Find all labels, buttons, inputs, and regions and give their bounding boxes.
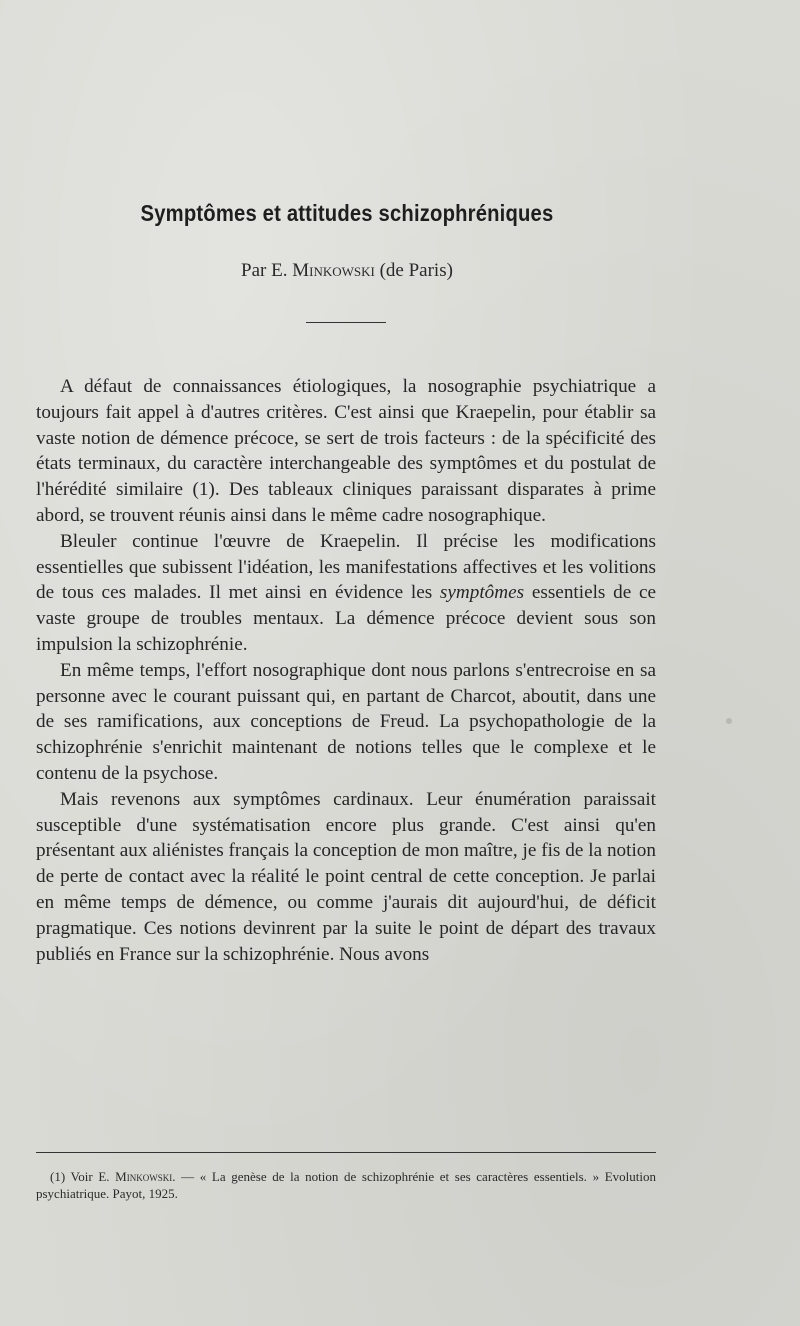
footnote-text: . — « La genèse de la notion de schizophrénie et ses caractères essentiels. » Evolution psychiatrique. Payot, 1925. [36,1169,656,1201]
footnote-prefix: (1) Voir E. [50,1169,116,1184]
paragraph-2-before: Bleuler continue l'œuvre de Kraepelin. Il précise les modifications essentielles que subissent l'idéation, les manifestations affectives et les volitions de tous ces malades. Il met ainsi en évidence les [36,530,656,604]
paragraph-2 [36,529,656,658]
footnote-divider [36,1152,656,1153]
paragraph-3: En même temps, l'effort nosographique dont nous parlons s'entrecroise en sa personne avec le courant puissant qui, en partant de Charcot, aboutit, dans une de ses ramifications, aux conceptions de Freud. La psychopathologie de la schizophrénie s'enrichit maintenant de notions telles que le complexe et le contenu de la psychose. [36,659,656,784]
paragraph-2-after: essentiels de ce vaste groupe de troubles mentaux. La démence précoce devient sous son impulsion la schizophrénie. [36,582,657,655]
paragraph-2-emphasis: symptômes [439,582,525,604]
paragraph-1: A défaut de connaissances étiologiques, la nosographie psychiatrique a toujours fait appel à d'autres critères. C'est ainsi que Kraepelin, pour établir sa vaste notion de démence précoce, se sert de trois facteurs : de la spécificité des états terminaux, du caractère interchangeable des symptômes et du postulat de l'hérédité similaire (1). Des tableaux cliniques paraissant disparates à prime abord, se trouvent réunis ainsi dans le même cadre nosographique. [36,376,656,526]
paper-speck [726,718,732,724]
article-title: Symptômes et attitudes schizophréniques [140,200,554,226]
footnote [36,1168,656,1202]
footnote-author: Minkowski [115,1169,173,1184]
title-divider [306,322,386,323]
byline-prefix: Par E. [241,260,293,281]
paragraph-4: Mais revenons aux symptômes cardinaux. Leur énumération paraissait susceptible d'une systématisation encore plus grande. C'est ainsi qu'en présentant aux aliénistes français la conception de mon maître, je fis de la notion de perte de contact avec la réalité le point central de cette conception. Je parlai en même temps de démence, ou comme j'aurais dit aujourd'hui, de déficit pragmatique. Ces notions devinrent par la suite le point de départ des travaux publiés en France sur la schizophrénie. Nous avons [36,788,656,965]
byline-author: Minkowski [292,260,375,281]
byline-suffix: (de Paris) [374,260,453,281]
article-byline [0,260,694,282]
article-body [36,374,656,967]
